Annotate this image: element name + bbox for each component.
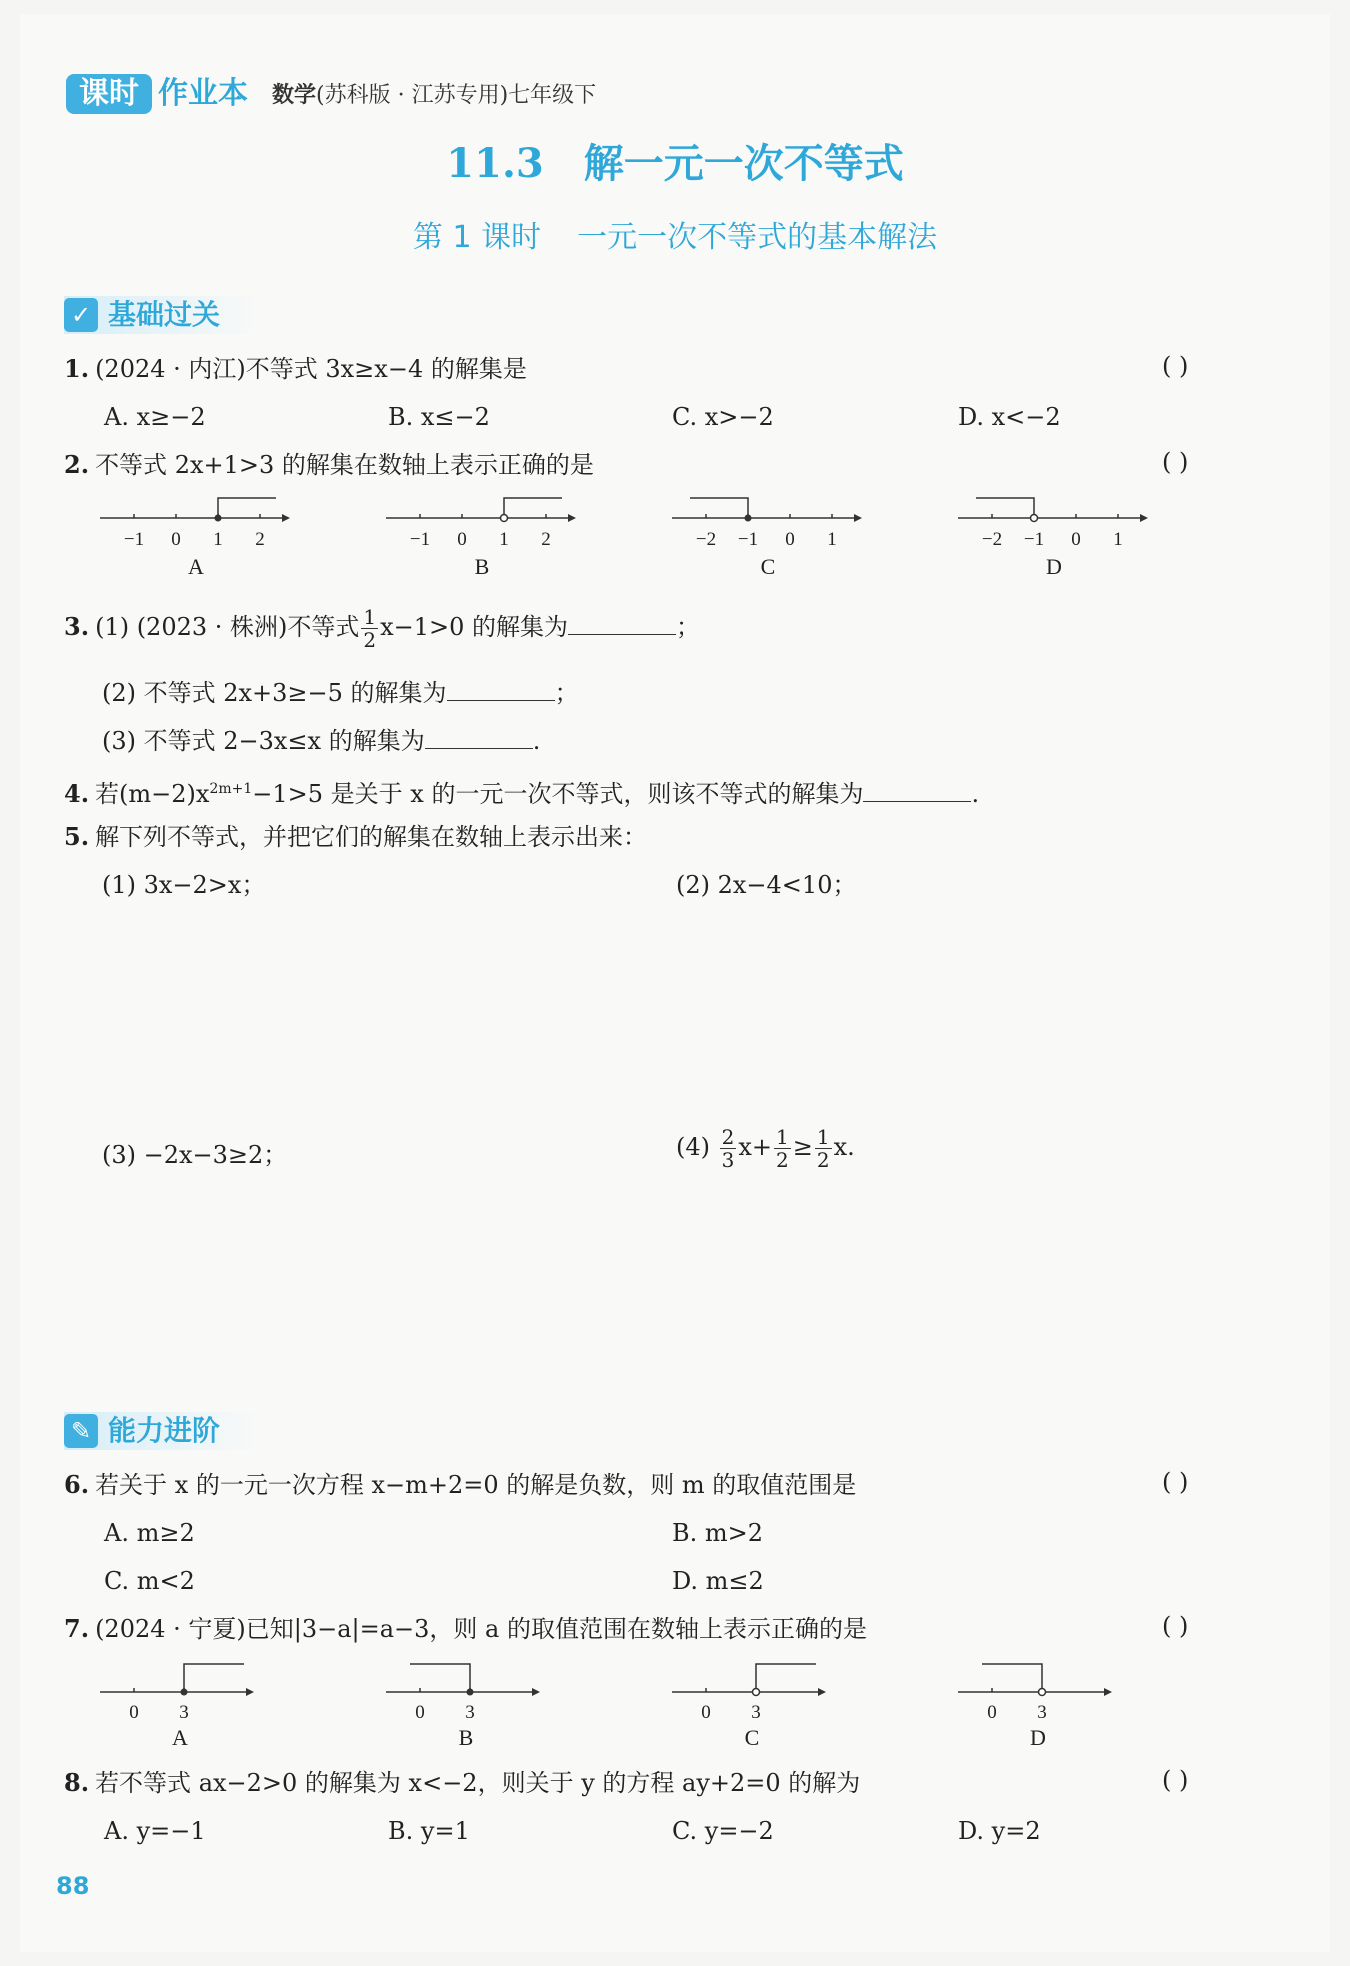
question-number: 5. (64, 822, 90, 851)
question-text: (1) (2023 · 株洲)不等式 (95, 613, 360, 641)
fraction: $\frac{1}{2}$ (776, 1125, 789, 1172)
number-line-c (672, 1656, 842, 1748)
option-d: D. x<−2 (958, 403, 1061, 431)
answer-parentheses: ( ) (1162, 448, 1189, 476)
subject-line (272, 80, 596, 111)
section-number: 11.3 (446, 140, 544, 187)
tick-label: 0 (129, 1702, 139, 1723)
pencil-icon: ✎ (64, 1414, 98, 1448)
fraction: $\frac{1}{2}$ (363, 605, 377, 652)
fraction: $\frac{1}{2}$ (816, 1125, 830, 1172)
expression: x+ (738, 1133, 773, 1161)
section-header-label: 能力进阶 (108, 1414, 221, 1447)
question-number: 1. (64, 354, 90, 383)
answer-blank[interactable] (863, 779, 971, 802)
question-text: (2) 不等式 2x+3≥−5 的解集为 (102, 679, 447, 707)
tick-label: 0 (457, 529, 467, 550)
option-label: A (172, 1725, 188, 1748)
question-6 (64, 1468, 856, 1502)
number-line-a (100, 1656, 270, 1748)
fraction: $\frac{2}{3}$ (721, 1125, 735, 1172)
question-number: 3. (64, 612, 90, 641)
question-text: −1>5 是关于 x 的一元一次不等式，则该不等式的解集为 (252, 780, 864, 808)
question-text: (3) 不等式 2−3x≤x 的解集为 (102, 727, 425, 755)
option-b: B. x≤−2 (388, 403, 490, 431)
answer-blank[interactable] (568, 612, 676, 635)
question-number: 2. (64, 450, 90, 479)
check-icon: ✓ (64, 298, 98, 332)
tick-label: 3 (465, 1702, 475, 1723)
tick-label: −1 (1023, 529, 1045, 550)
question-5-part-1: (1) 3x−2>x； (102, 871, 266, 899)
tick-label: 0 (415, 1702, 425, 1723)
option-label: A (188, 554, 204, 579)
tick-label: 3 (1037, 1702, 1047, 1723)
option-a: A. m≥2 (104, 1519, 195, 1547)
number-line-d (958, 490, 1158, 580)
question-number: 4. (64, 779, 90, 808)
tick-label: 3 (751, 1702, 761, 1723)
expression: ≥ (792, 1133, 813, 1161)
punctuation: ； (554, 679, 579, 707)
question-3-part-3 (102, 724, 540, 758)
lesson-title: 一元一次不等式的基本解法 (577, 220, 938, 255)
question-5-part-4 (676, 1126, 855, 1171)
section-header-basic (64, 296, 260, 334)
tick-label: 1 (499, 529, 509, 550)
tick-label: 0 (987, 1702, 997, 1723)
lesson-number: 第 1 课时 (412, 220, 542, 255)
punctuation: . (971, 780, 980, 808)
option-d: D. m≤2 (672, 1567, 764, 1595)
punctuation: ； (676, 613, 701, 641)
section-title (0, 132, 1350, 189)
answer-parentheses: ( ) (1162, 1612, 1189, 1640)
option-c: C. x>−2 (672, 403, 774, 431)
question-text: 解下列不等式，并把它们的解集在数轴上表示出来： (95, 823, 648, 851)
tick-label: 0 (171, 529, 181, 550)
option-b: B. y=1 (388, 1817, 470, 1845)
option-label: C (760, 554, 776, 579)
tick-label: 0 (785, 529, 795, 550)
brand-logo: 课时 (66, 74, 152, 114)
tick-label: 2 (255, 529, 265, 550)
question-text: (2024 · 内江)不等式 3x≥x−4 的解集是 (95, 355, 527, 383)
tick-label: 3 (179, 1702, 189, 1723)
tick-label: 1 (1113, 529, 1123, 550)
question-7 (64, 1612, 867, 1646)
question-5 (64, 820, 647, 854)
option-label: B (474, 554, 490, 579)
number-line-a (100, 490, 300, 580)
tick-label: −2 (981, 529, 1003, 550)
question-3-part-2 (102, 676, 579, 710)
section-header-label: 基础过关 (108, 298, 221, 331)
question-number: 6. (64, 1470, 90, 1499)
question-text: 不等式 2x+1>3 的解集在数轴上表示正确的是 (95, 451, 594, 479)
question-text: x−1>0 的解集为 (380, 613, 569, 641)
brand-name: 作业本 (158, 76, 248, 111)
tick-label: 1 (213, 529, 223, 550)
answer-parentheses: ( ) (1162, 1468, 1189, 1496)
tick-label: 0 (701, 1702, 711, 1723)
option-label: C (744, 1725, 760, 1748)
question-5-part-2: (2) 2x−4<10； (676, 871, 857, 899)
number-line-d (958, 1656, 1128, 1748)
tick-label: 0 (1071, 529, 1081, 550)
answer-parentheses: ( ) (1162, 352, 1189, 380)
tick-label: −1 (409, 529, 431, 550)
lesson-subtitle (0, 212, 1350, 256)
question-text: 若(m−2)x (95, 780, 210, 808)
tick-label: −1 (123, 529, 145, 550)
expression: x. (833, 1133, 855, 1161)
number-line-b (386, 1656, 556, 1748)
exponent: 2m+1 (209, 781, 253, 797)
tick-label: 2 (541, 529, 551, 550)
option-label: B (458, 1725, 474, 1748)
tick-label: −2 (695, 529, 717, 550)
question-text: 若不等式 ax−2>0 的解集为 x<−2，则关于 y 的方程 ay+2=0 的解为 (95, 1769, 861, 1797)
subject-edition: (苏科版 · 江苏专用)七年级下 (316, 83, 597, 108)
option-label: D (1046, 554, 1062, 579)
question-8 (64, 1766, 860, 1800)
option-a: A. y=−1 (104, 1817, 206, 1845)
question-text: (2024 · 宁夏)已知|3−a|=a−3，则 a 的取值范围在数轴上表示正确的是 (95, 1615, 867, 1643)
option-c: C. y=−2 (672, 1817, 774, 1845)
option-b: B. m>2 (672, 1519, 764, 1547)
question-number: 8. (64, 1768, 90, 1797)
question-3-part-1 (64, 606, 700, 651)
answer-blank[interactable] (447, 678, 555, 701)
question-2 (64, 448, 594, 482)
part-label: (4) (676, 1133, 710, 1161)
question-4 (64, 772, 979, 811)
option-label: D (1030, 1725, 1046, 1748)
section-title-text: 解一元一次不等式 (583, 140, 904, 187)
punctuation: . (532, 727, 541, 755)
question-number: 7. (64, 1614, 90, 1643)
option-d: D. y=2 (958, 1817, 1041, 1845)
option-a: A. x≥−2 (104, 403, 206, 431)
question-5-part-3: (3) −2x−3≥2； (102, 1141, 288, 1169)
page-number: 88 (56, 1872, 90, 1900)
option-c: C. m<2 (104, 1567, 195, 1595)
tick-label: 1 (827, 529, 837, 550)
answer-parentheses: ( ) (1162, 1766, 1189, 1794)
question-text: 若关于 x 的一元一次方程 x−m+2=0 的解是负数，则 m 的取值范围是 (95, 1471, 857, 1499)
answer-blank[interactable] (425, 726, 533, 749)
question-1 (64, 352, 527, 386)
section-header-advanced (64, 1412, 260, 1450)
tick-label: −1 (737, 529, 759, 550)
number-line-b (386, 490, 586, 580)
subject-name: 数学 (272, 82, 317, 108)
number-line-c (672, 490, 872, 580)
